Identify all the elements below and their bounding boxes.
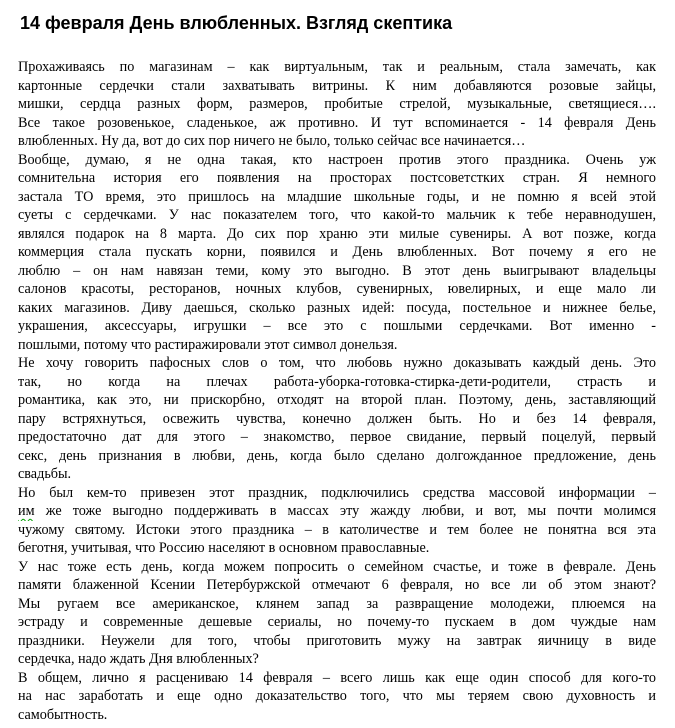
text-line: коммерция стала пускать корни, появился и День влюбленных. Вот почему я его не — [18, 244, 656, 260]
text-line: пару встряхнуться, освежить чувства, конечно должен быть. Но и без 14 февраля, — [18, 410, 656, 427]
text-line: беготня, учитывая, что Россию населяют в основном православные. — [18, 540, 430, 556]
grammar-checked-word: им — [18, 503, 35, 519]
text-line: секс, день признания в любви, день, когда было сделано долгожданное предложение, день — [18, 447, 656, 464]
text-line: эстраду и современные дешевые сериалы, но почему-то пускаем в дом чуждые нам — [18, 614, 656, 630]
text-line: Все такое розовенькое, сладенькое, аж противно. И тут вспоминается - 14 февраля День — [18, 114, 656, 131]
text-line: картонные сердечки стали захватывать витрины. К ним добавляются розовые зайцы, — [18, 77, 656, 94]
text-line: сомнительна история его появления на просторах постсоветстких стран. Я немного — [18, 170, 656, 186]
paragraph — [18, 151, 656, 355]
paragraph — [18, 354, 656, 484]
text-line: Не хочу говорить пафосных слов о том, что любовь нужно доказывать каждый день. Это — [18, 355, 656, 371]
text-line — [18, 502, 656, 521]
text-line: чужому святому. Истоки этого праздника – в католичестве и тем более не понятна вся эта — [18, 521, 656, 538]
text-segment: же тоже выгодно поддерживать в массах эту жажду любви, и вот, мы почти молимся — [34, 503, 656, 519]
text-line: являлся подарок на 8 марта. До сих пор храню эти милые сувениры. А вот позже, когда — [18, 225, 656, 242]
text-line: салонов красоты, ресторанов, ночных клубов, сувенирных, ювелирных, и еще мало ли — [18, 281, 656, 297]
paragraph — [18, 484, 656, 558]
text-line: пошлыми, потому что растиражировали этот символ донельзя. — [18, 336, 398, 353]
text-line: сердечка, надо ждать Дня влюбленных? — [18, 651, 259, 667]
text-line: У нас тоже есть день, когда можем попросить о семейном счастье, и тоже в феврале. День — [18, 558, 656, 575]
text-line: мишки, сердца разных форм, размеров, пробитые стрелой, музыкальные, светящиеся…. — [18, 96, 656, 112]
article-body — [18, 58, 656, 724]
page-title: 14 февраля День влюбленных. Взгляд скептика — [20, 13, 453, 33]
text-line: каких магазинов. Диву даешься, сколько разных идей: посуда, постельное и нижнее белье, — [18, 299, 656, 316]
text-line: так, но когда на плечах работа-уборка-готовка-стирка-дети-родители, страсть и — [18, 373, 656, 390]
text-line: памяти блаженной Ксении Петербуржской отмечают 6 февраля, но все ли об этом знают? — [18, 577, 656, 593]
text-line: Но был кем-то привезен этот праздник, подключились средства массовой информации – — [18, 484, 656, 501]
text-line: украшения, аксессуары, игрушки – все это с пошлыми сердечками. Вот именно - — [18, 318, 656, 334]
text-line: свадьбы. — [18, 466, 72, 482]
text-line: Мы ругаем все американское, клянем запад за развращение молодежи, плюемся на — [18, 595, 656, 612]
text-line: В общем, лично я расцениваю 14 февраля – всего лишь как еще один способ для кого-то — [18, 669, 656, 686]
paragraph — [18, 58, 656, 151]
text-line: застала ТО время, это пришлось на младшие школьные годы, и не помню я всей этой — [18, 188, 656, 205]
text-line: Вообще, думаю, я не одна такая, кто настроен против этого праздника. Очень уж — [18, 151, 656, 168]
text-line: суеты с сердечками. У нас показателем того, что какой-то мальчик к тебе неравнодушен, — [18, 207, 656, 223]
text-line: люблю – он нам навязан теми, кому это выгодно. В этот день выигрывают владельцы — [18, 262, 656, 279]
text-line: Прохаживаясь по магазинам – как виртуальным, так и реальным, стала замечать, как — [18, 59, 656, 75]
text-line: влюбленных. Ну да, вот до сих пор ничего не было, только сейчас все начинается… — [18, 133, 526, 149]
text-line: праздники. Неужели для того, чтобы приготовить мужу на завтрак яичницу в виде — [18, 632, 656, 649]
text-line: предостаточно дат для этого – знакомство, первое свидание, первый поцелуй, первый — [18, 429, 656, 445]
text-line: романтика, как это, ни прискорбно, отходят на второй план. Поэтому, день, заставляющий — [18, 392, 656, 408]
paragraph — [18, 669, 656, 725]
text-line: на нас заработать и еще одно доказательство того, что мы теряем свою духовность и — [18, 688, 656, 704]
paragraph — [18, 558, 656, 669]
text-line: самобытность. — [18, 706, 108, 723]
